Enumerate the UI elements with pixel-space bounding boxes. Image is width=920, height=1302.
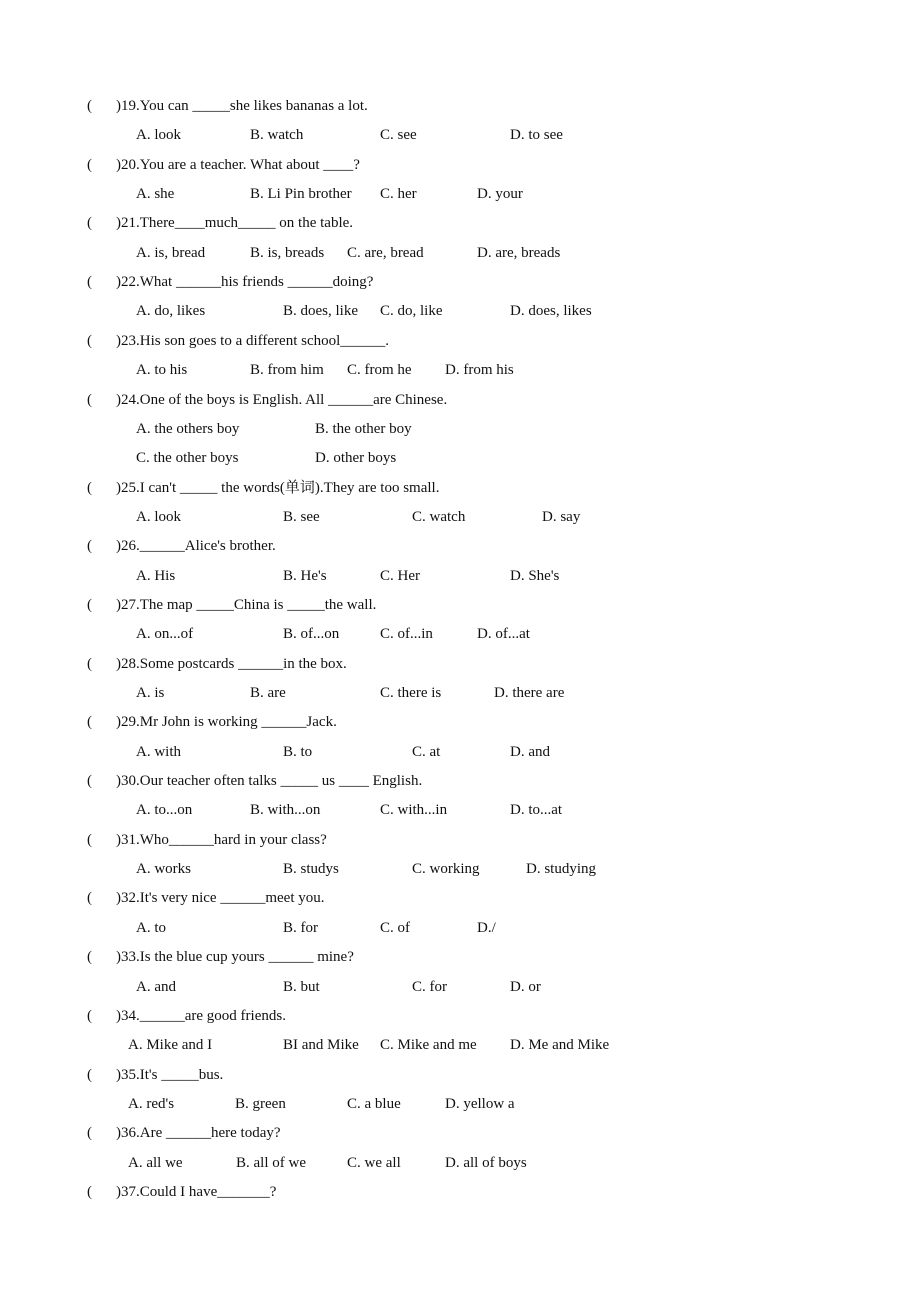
option-a: A. to his	[136, 362, 188, 378]
option-a: A. look	[136, 127, 181, 143]
question-text: )37.Could I have_______?	[116, 1184, 277, 1200]
option-a: A. is, bread	[136, 245, 206, 261]
option-c: C. there is	[380, 685, 442, 701]
option-c: C. a blue	[347, 1096, 401, 1112]
option-a: A. His	[136, 568, 176, 584]
option-d: D. your	[477, 186, 523, 202]
option-a: A. with	[136, 744, 181, 760]
option-b: B. of...on	[283, 626, 340, 642]
option-b: B. does, like	[283, 303, 358, 319]
answer-bracket[interactable]: (	[87, 1125, 92, 1141]
answer-bracket[interactable]: (	[87, 656, 92, 672]
option-a: A. all we	[128, 1155, 183, 1171]
option-d: D. does, likes	[510, 303, 592, 319]
question-text: )26.______Alice's brother.	[116, 538, 276, 554]
option-a: A. on...of	[136, 626, 194, 642]
question-text: )24.One of the boys is English. All ______are Chinese.	[116, 392, 448, 408]
option-c: C. working	[412, 861, 480, 877]
option-b: B. for	[283, 920, 318, 936]
answer-bracket[interactable]: (	[87, 157, 92, 173]
option-a: A. works	[136, 861, 191, 877]
answer-bracket[interactable]: (	[87, 274, 92, 290]
answer-bracket[interactable]: (	[87, 98, 92, 114]
question-text: )31.Who______hard in your class?	[116, 832, 327, 848]
option-c: C. with...in	[380, 802, 448, 818]
answer-bracket[interactable]: (	[87, 949, 92, 965]
option-a: A. to	[136, 920, 166, 936]
answer-bracket[interactable]: (	[87, 480, 92, 496]
option-b: B. but	[283, 979, 320, 995]
option-c: C. Her	[380, 568, 420, 584]
option-b: B. see	[283, 509, 320, 525]
question-text: )33.Is the blue cup yours ______ mine?	[116, 949, 354, 965]
answer-bracket[interactable]: (	[87, 890, 92, 906]
option-c: C. for	[412, 979, 447, 995]
answer-bracket[interactable]: (	[87, 1067, 92, 1083]
option-b: B. from him	[250, 362, 324, 378]
option-d: D. Me and Mike	[510, 1037, 610, 1053]
option-b: B. the other boy	[315, 421, 412, 437]
option-c: C. at	[412, 744, 441, 760]
option-a: A. to...on	[136, 802, 193, 818]
option-c: C. watch	[412, 509, 466, 525]
answer-bracket[interactable]: (	[87, 1184, 92, 1200]
option-c: C. see	[380, 127, 417, 143]
question-text: )25.I can't _____ the words(单词).They are too small.	[116, 480, 440, 496]
option-b: B. He's	[283, 568, 327, 584]
option-d: D. to see	[510, 127, 563, 143]
option-d: D. and	[510, 744, 550, 760]
option-a: A. Mike and I	[128, 1037, 213, 1053]
question-text: )28.Some postcards ______in the box.	[116, 656, 347, 672]
option-b: BI and Mike	[283, 1037, 359, 1053]
question-text: )34.______are good friends.	[116, 1008, 286, 1024]
option-c: C. we all	[347, 1155, 401, 1171]
answer-bracket[interactable]: (	[87, 597, 92, 613]
answer-bracket[interactable]: (	[87, 215, 92, 231]
option-a: A. the others boy	[136, 421, 240, 437]
option-d: D. studying	[526, 861, 597, 877]
option-c: C. of	[380, 920, 410, 936]
question-text: )29.Mr John is working ______Jack.	[116, 714, 337, 730]
option-d: D. She's	[510, 568, 560, 584]
option-d: D. to...at	[510, 802, 563, 818]
option-b: B. with...on	[250, 802, 321, 818]
answer-bracket[interactable]: (	[87, 538, 92, 554]
question-text: )22.What ______his friends ______doing?	[116, 274, 374, 290]
option-b: B. are	[250, 685, 286, 701]
option-c: C. do, like	[380, 303, 443, 319]
question-text: )19.You can _____she likes bananas a lot.	[116, 98, 368, 114]
option-b: B. Li Pin brother	[250, 186, 352, 202]
option-d: D. there are	[494, 685, 565, 701]
answer-bracket[interactable]: (	[87, 714, 92, 730]
option-a: A. look	[136, 509, 181, 525]
option-c: C. of...in	[380, 626, 433, 642]
question-text: )30.Our teacher often talks _____ us ____ English.	[116, 773, 423, 789]
option-a: A. and	[136, 979, 176, 995]
option-a: A. is	[136, 685, 165, 701]
question-text: )20.You are a teacher. What about ____?	[116, 157, 360, 173]
question-text: )32.It's very nice ______meet you.	[116, 890, 325, 906]
option-c: C. her	[380, 186, 417, 202]
question-text: )23.His son goes to a different school______.	[116, 333, 390, 349]
option-c: C. Mike and me	[380, 1037, 477, 1053]
question-text: )35.It's _____bus.	[116, 1067, 224, 1083]
question-text: )21.There____much_____ on the table.	[116, 215, 354, 231]
option-d: D. or	[510, 979, 541, 995]
option-c: C. the other boys	[136, 450, 239, 466]
answer-bracket[interactable]: (	[87, 333, 92, 349]
answer-bracket[interactable]: (	[87, 773, 92, 789]
option-b: B. studys	[283, 861, 339, 877]
option-a: A. red's	[128, 1096, 175, 1112]
option-d: D. yellow a	[445, 1096, 515, 1112]
option-a: A. she	[136, 186, 175, 202]
question-text: )36.Are ______here today?	[116, 1125, 281, 1141]
option-d: D. from his	[445, 362, 514, 378]
option-b: B. green	[235, 1096, 286, 1112]
option-d: D. are, breads	[477, 245, 561, 261]
option-c: C. are, bread	[347, 245, 424, 261]
option-b: B. is, breads	[250, 245, 325, 261]
option-b: B. to	[283, 744, 313, 760]
question-text: )27.The map _____China is _____the wall.	[116, 597, 377, 613]
option-c: C. from he	[347, 362, 412, 378]
option-a: A. do, likes	[136, 303, 206, 319]
option-d: D. say	[542, 509, 581, 525]
option-b: B. watch	[250, 127, 304, 143]
option-b: B. all of we	[236, 1155, 306, 1171]
option-d: D. of...at	[477, 626, 530, 642]
option-d: D. other boys	[315, 450, 397, 466]
option-d: D./	[477, 920, 496, 936]
option-d: D. all of boys	[445, 1155, 527, 1171]
answer-bracket[interactable]: (	[87, 832, 92, 848]
answer-bracket[interactable]: (	[87, 1008, 92, 1024]
answer-bracket[interactable]: (	[87, 392, 92, 408]
